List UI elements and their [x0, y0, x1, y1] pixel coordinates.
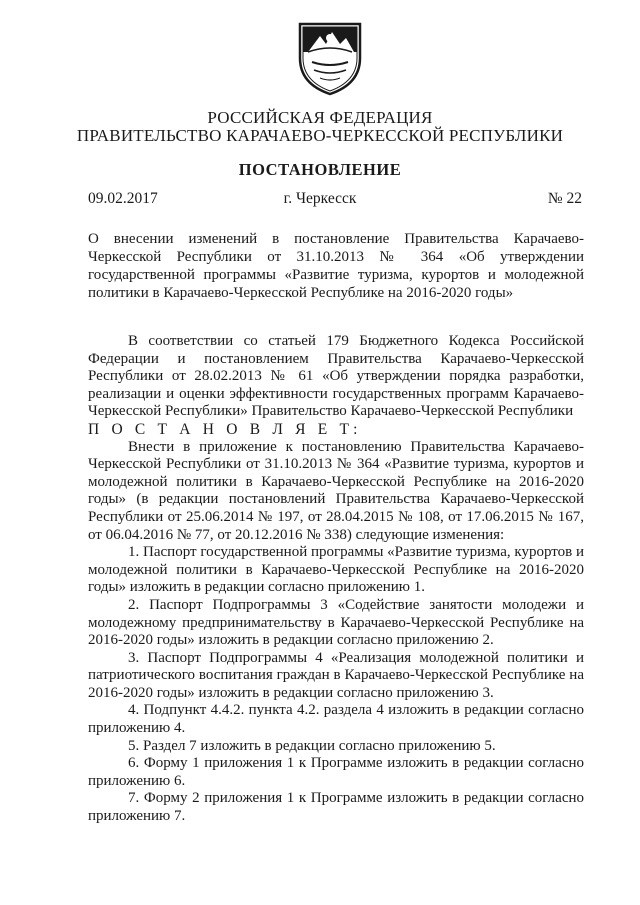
- document-body: [88, 333, 584, 826]
- list-item: 4. Подпункт 4.4.2. пункта 4.2. раздела 4 изложить в редакции согласно приложению 4.: [88, 702, 584, 737]
- list-item: 2. Паспорт Подпрограммы 3 «Содействие занятости молодежи и молодежному предпринимательству в Карачаево-Черкесской Республике на 2016-2020 годы» изложить в редакции согласно приложению 2.: [88, 596, 584, 649]
- coat-of-arms-icon: [294, 18, 366, 96]
- list-item: 3. Паспорт Подпрограммы 4 «Реализация молодежной политики и патриотического воспитания граждан в Карачаево-Черкесской Республике на 2016-2020 годы» изложить в редакции согласно приложению 3.: [88, 649, 584, 701]
- coat-of-arms-emblem: [294, 18, 366, 96]
- document-type-title: ПОСТАНОВЛЕНИЕ: [238, 160, 402, 179]
- header-country: РОССИЙСКАЯ ФЕДЕРАЦИЯ: [207, 108, 433, 127]
- list-item: 1. Паспорт государственной программы «Развитие туризма, курортов и молодежной политики в Карачаево-Черкесской Республике на 2016-2020 годы» изложить в редакции согласно приложению 1.: [88, 544, 584, 596]
- document-city: г. Черкесск: [283, 190, 357, 207]
- list-item: 7. Форму 2 приложения 1 к Программе изложить в редакции согласно приложению 7.: [88, 790, 584, 825]
- document-date: 09.02.2017: [88, 190, 158, 207]
- intro-paragraph: Внести в приложение к постановлению Правительства Карачаево-Черкесской Республики от 31.10.2013 № 364 «Развитие туризма, курортов и молодежной политики в Карачаево-Черкесской Республике на 2016-2020 годы» (в редакции постановлений Правительства Карачаево-Черкесской Республики от 25.06.2014 № 197, от 28.04.2015 № 108, от 17.06.2015 № 167, от 06.04.2016 № 77, от 20.12.2016 № 338) следующие изменения:: [88, 438, 584, 543]
- postanovlyaet-heading: П О С Т А Н О В Л Я Е Т:: [88, 420, 362, 438]
- document-subject: О внесении изменений в постановление Правительства Карачаево-Черкесской Республики от 31.10.2013 № 364 «Об утверждении государственной программы «Развитие туризма, курортов и молодежной политики в Карачаево-Черкесской Республике на 2016-2020 годы»: [88, 231, 584, 301]
- list-item: 6. Форму 1 приложения 1 к Программе изложить в редакции согласно приложению 6.: [88, 755, 584, 789]
- list-item: 5. Раздел 7 изложить в редакции согласно приложению 5.: [128, 737, 496, 754]
- preamble-paragraph: В соответствии со статьей 179 Бюджетного Кодекса Российской Федерации и постановлением Правительства Карачаево-Черкесской Республики от 28.02.2013 № 61 «Об утверждении порядка разработки, реализации и оценки эффективности государственных программ Карачаево-Черкесской Республики» Правительство Карачаево-Черкесской Республики: [88, 333, 584, 420]
- document-number: № 22: [547, 190, 582, 207]
- header-government: ПРАВИТЕЛЬСТВО КАРАЧАЕВО-ЧЕРКЕССКОЙ РЕСПУБЛИКИ: [76, 126, 564, 145]
